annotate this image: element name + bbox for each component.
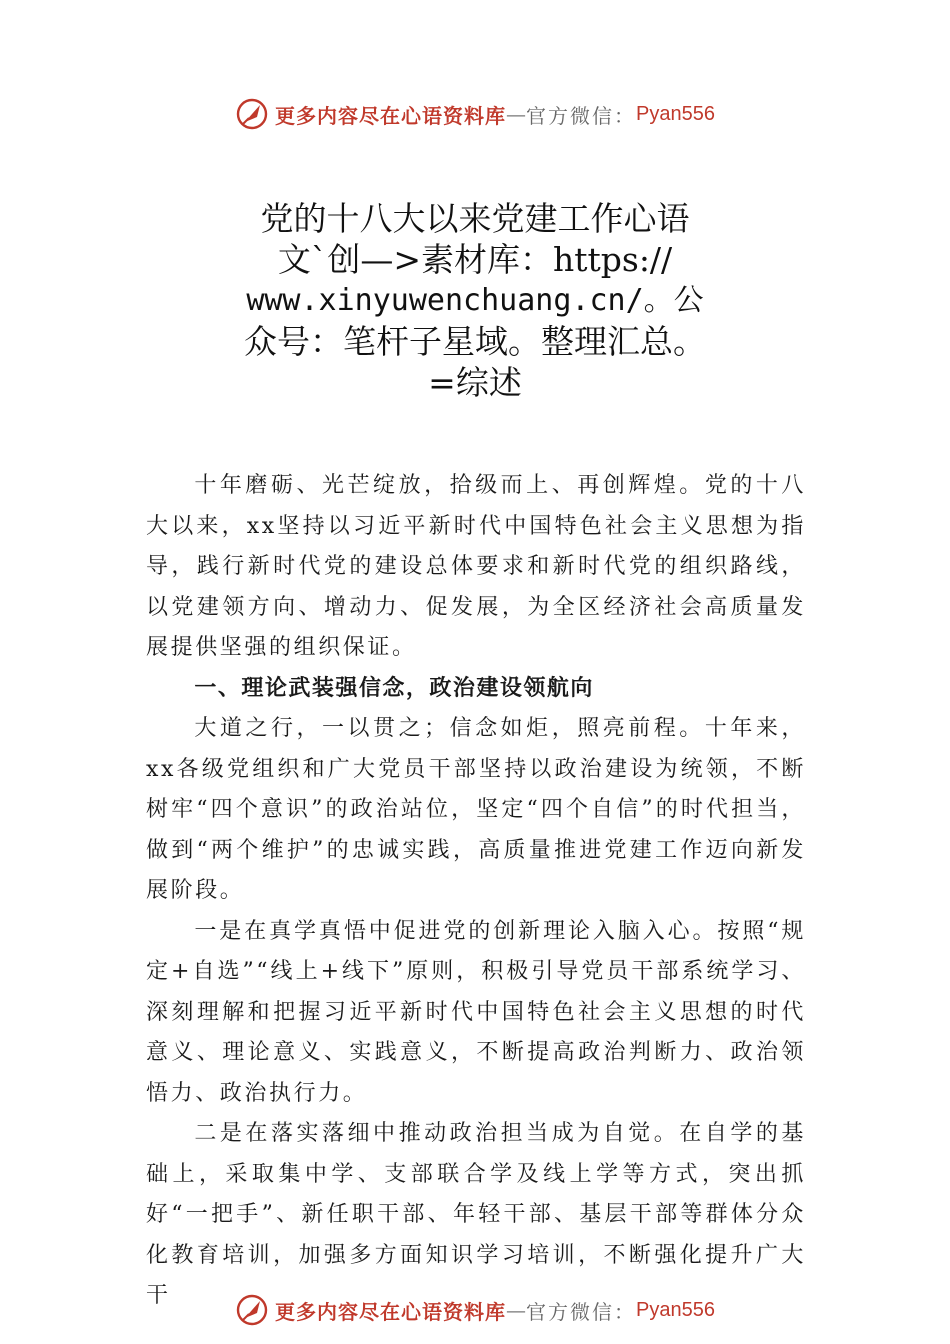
footer-watermark	[0, 1290, 950, 1330]
quill-logo-icon	[235, 97, 269, 131]
watermark-dash: —	[506, 102, 527, 126]
watermark-label: 官方微信：	[526, 1299, 637, 1324]
document-title	[150, 198, 800, 403]
watermark-brand: 更多内容尽在心语资料库	[275, 1299, 507, 1324]
title-line: 党的十八大以来党建工作心语	[260, 199, 690, 238]
paragraph: 二是在落实落细中推动政治担当成为自觉。在自学的基础上，采取集中学、支部联合学及线上学等方式，突出抓好“一把手”、新任职干部、年轻干部、基层干部等群体分众化教育培训，加强多方面知识学习培训，不断强化提升广大干	[146, 1121, 806, 1308]
header-watermark	[0, 94, 950, 134]
watermark-brand: 更多内容尽在心语资料库	[275, 103, 507, 128]
section-heading: 一、理论武装强信念，政治建设领航向	[194, 675, 594, 701]
watermark-dash: —	[506, 1298, 527, 1322]
title-line: 众号：笔杆子星域。整理汇总。	[244, 322, 706, 361]
watermark-wechat: Pyan556	[636, 1298, 715, 1321]
quill-logo-icon	[235, 1293, 269, 1327]
watermark-label: 官方微信：	[526, 103, 637, 128]
title-line: 文`创—>素材库：https://	[277, 240, 673, 279]
watermark-wechat: Pyan556	[636, 102, 715, 125]
paragraph: 一是在真学真悟中促进党的创新理论入脑入心。按照“规定+自选”“线上+线下”原则，积极引导党员干部系统学习、深刻理解和把握习近平新时代中国特色社会主义思想的时代意义、理论意义、实践意义，不断提高政治判断力、政治领悟力、政治执行力。	[146, 918, 806, 1106]
paragraph-intro: 十年磨砺、光芒绽放，拾级而上、再创辉煌。党的十八大以来，xx坚持以习近平新时代中国特色社会主义思想为指导，践行新时代党的建设总体要求和新时代党的组织路线， 以党建领方向、增动力、促发展，为全区经济社会高质量发展提供坚强的组织保证。	[146, 473, 806, 660]
title-line: =综述	[428, 363, 522, 402]
title-line: www.xinyuwenchuang.cn/。公	[246, 283, 704, 318]
document-body	[146, 466, 806, 1317]
paragraph: 大道之行，一以贯之；信念如炬，照亮前程。十年来，xx各级党组织和广大党员干部坚持以政治建设为统领，不断树牢“四个意识”的政治站位，坚定“四个自信”的时代担当，做到“两个维护”的忠诚实践，高质量推进党建工作迈向新发展阶段。	[146, 716, 806, 903]
